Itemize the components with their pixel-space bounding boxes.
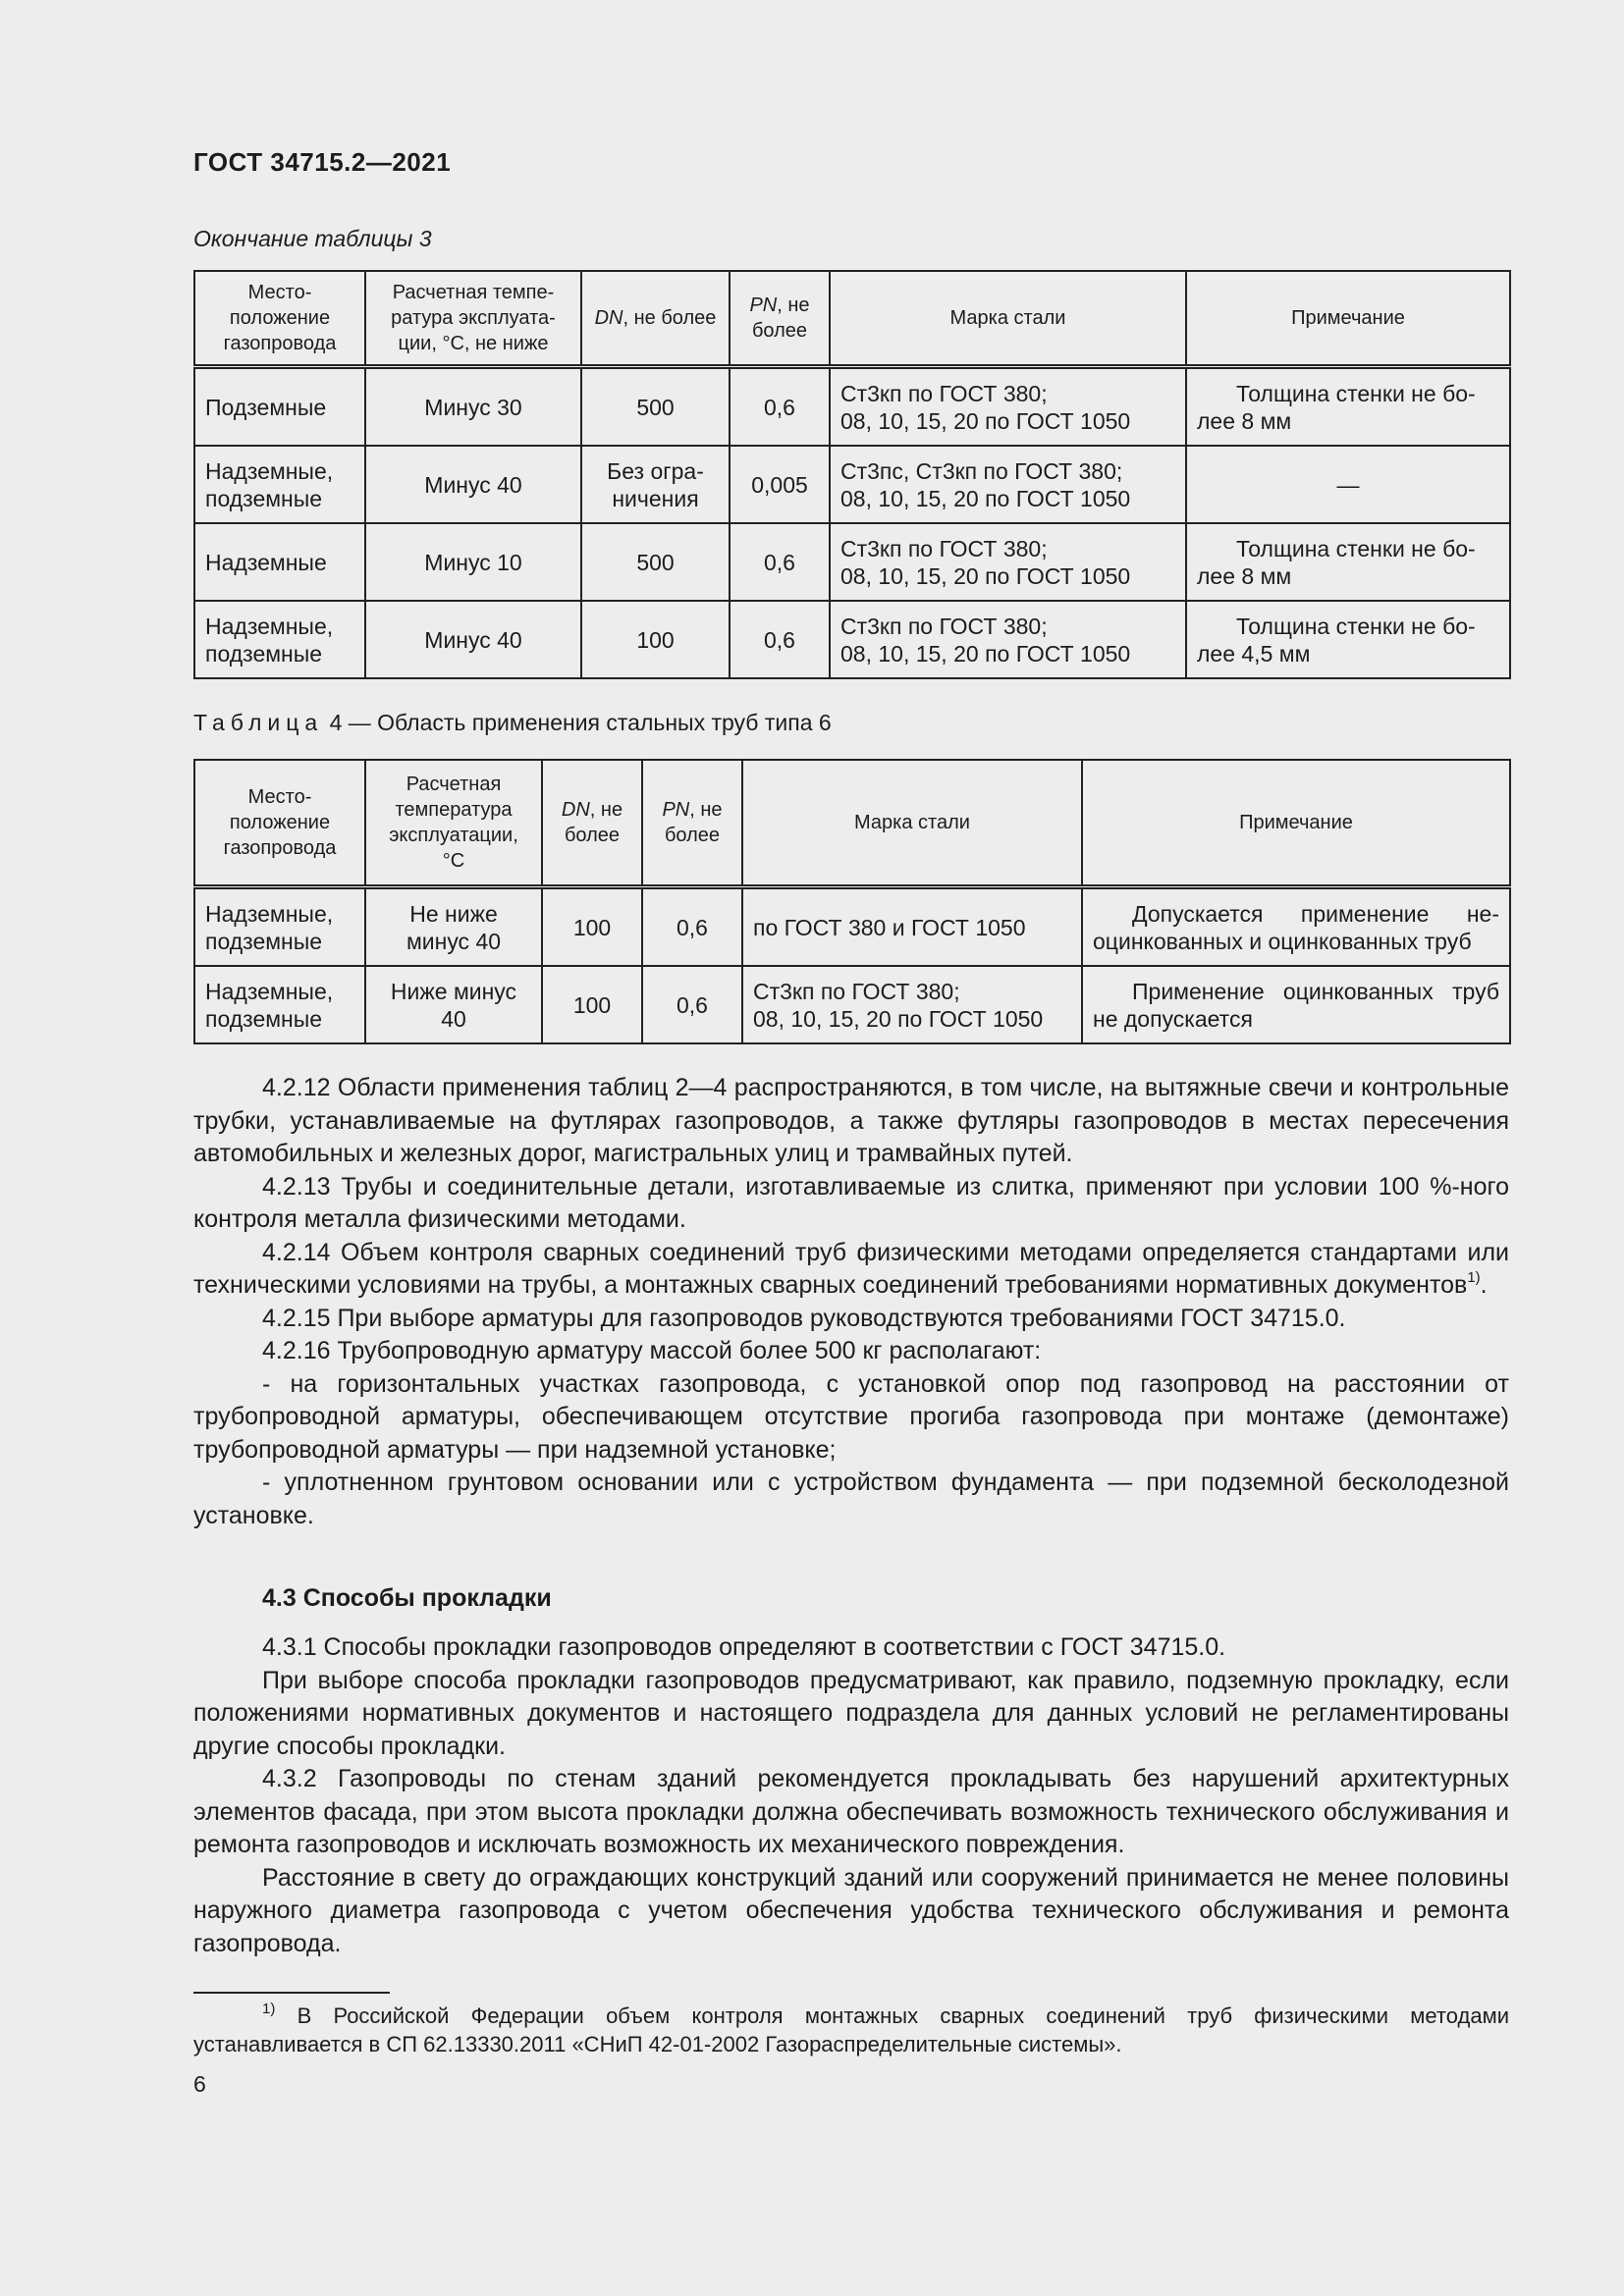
table-row [194, 367, 1510, 447]
footnote [193, 2002, 1509, 2058]
cell-note [1082, 966, 1510, 1043]
section-heading-4-3: 4.3 Способы прокладки [262, 1584, 552, 1612]
footnote-marker: 1) [262, 2000, 276, 2017]
cell-dn: 500 [581, 367, 730, 447]
cell-steel [830, 367, 1186, 447]
cell-dn: 100 [542, 966, 642, 1043]
paragraph-4-3-2b: Расстояние в свету до ограждающих конструкций зданий или сооружений принимается не менее половины наружного диаметра газопровода с учетом обеспечения удобства технического обслуживания и ремонта газопровода. [193, 1863, 1509, 1957]
table4-title-rest: 4 — Область применения стальных труб типа 6 [323, 710, 832, 735]
cell-dn: 100 [542, 887, 642, 967]
table3-col-note: Примечание [1186, 271, 1510, 367]
paragraph-4-2-14-text: 4.2.14 Объем контроля сварных соединений труб физическими методами определяется стандартами или техническими условиями на трубы, а монтажных сварных соединений требованиями нормативных документов [193, 1238, 1509, 1299]
table4-title [193, 710, 832, 736]
table-row [194, 966, 1510, 1043]
paragraph-4-3-1: 4.3.1 Способы прокладки газопроводов определяют в соответствии с ГОСТ 34715.0. [262, 1633, 1226, 1661]
cell-steel-line1: Ст3кп по ГОСТ 380; [840, 380, 1048, 406]
table-row [194, 446, 1510, 523]
table-4 [193, 759, 1511, 1044]
cell-note [1082, 887, 1510, 967]
table-3 [193, 270, 1511, 679]
table-row [194, 523, 1510, 601]
cell-steel-line1: Ст3кп по ГОСТ 380; [753, 978, 960, 1004]
cell-steel-line1: Ст3пс, Ст3кп по ГОСТ 380; [840, 457, 1123, 484]
table4-col-dn-prefix: DN [561, 799, 590, 821]
cell-pn: 0,6 [730, 601, 830, 678]
table3-col-temp: Расчетная темпе-ратура эксплуата-ции, °С, не ниже [365, 271, 581, 367]
footnote-paragraph [193, 2002, 1509, 2058]
cell-dn: 500 [581, 523, 730, 601]
table3-col-dn-prefix: DN [594, 307, 623, 329]
cell-location: Надземные, подземные [194, 601, 365, 678]
cell-location: Надземные, подземные [194, 966, 365, 1043]
table4-col-location: Место-положение газопровода [194, 760, 365, 887]
body-text-section-4-2 [193, 1072, 1509, 1532]
cell-steel-line1: Ст3кп по ГОСТ 380; [840, 613, 1048, 639]
table3-header-row [194, 271, 1510, 367]
footnote-text: В Российской Федерации объем контроля монтажных сварных соединений труб физическими методами устанавливается в СП 62.13330.2011 «СНиП 42-01-2002 Газораспределительные системы». [193, 2003, 1509, 2056]
cell-steel [830, 523, 1186, 601]
table4-header-row [194, 760, 1510, 887]
list-item-1: - на горизонтальных участках газопровода, с установкой опор под газопровод на расстоянии от трубопроводной арматуры, обеспечивающем отсутствие прогиба газопровода при монтаже (демонтаже) трубопроводной арматуры — при надземной установке; [193, 1369, 1509, 1464]
cell-pn: 0,6 [642, 966, 742, 1043]
table4-col-pn-text: , не более [664, 799, 723, 846]
paragraph-4-2-14 [193, 1237, 1509, 1303]
cell-location: Надземные, подземные [194, 887, 365, 967]
table3-col-dn [581, 271, 730, 367]
cell-steel-line2: 08, 10, 15, 20 по ГОСТ 1050 [753, 1005, 1044, 1032]
cell-note [1186, 523, 1510, 601]
cell-note [1186, 601, 1510, 678]
table4-col-steel: Марка стали [742, 760, 1082, 887]
table3-col-location: Место-положение газопровода [194, 271, 365, 367]
cell-steel-line1: Ст3кп по ГОСТ 380; [840, 535, 1048, 561]
table3-col-dn-text: , не более [623, 307, 717, 329]
paragraph-4-2-16: 4.2.16 Трубопроводную арматуру массой более 500 кг располагают: [262, 1337, 1042, 1364]
cell-pn: 0,6 [642, 887, 742, 967]
cell-pn: 0,6 [730, 523, 830, 601]
cell-note-text: Толщина стенки не бо-лее 4,5 мм [1197, 613, 1476, 667]
cell-pn: 0,005 [730, 446, 830, 523]
table3-col-pn-prefix: PN [749, 294, 778, 316]
cell-note-text: Допускается применение не-оцинкованных и оцинкованных труб [1093, 900, 1499, 954]
cell-steel-line2: 08, 10, 15, 20 по ГОСТ 1050 [840, 485, 1131, 511]
paragraph-4-2-15: 4.2.15 При выборе арматуры для газопроводов руководствуются требованиями ГОСТ 34715.0. [262, 1304, 1346, 1332]
cell-location: Подземные [194, 367, 365, 447]
table4-col-pn [642, 760, 742, 887]
table3-col-pn [730, 271, 830, 367]
cell-note-text: Толщина стенки не бо-лее 8 мм [1197, 380, 1476, 434]
cell-temp: Минус 30 [365, 367, 581, 447]
table4-col-dn-text: , не более [564, 799, 623, 846]
paragraph-4-2-12: 4.2.12 Области применения таблиц 2—4 распространяются, в том числе, на вытяжные свечи и контрольные трубки, устанавливаемые на футлярах газопроводов, а также футляры газопроводов в местах пересечения автомобильных и железных дорог, магистральных улиц и трамвайных путей. [193, 1074, 1509, 1167]
cell-steel [830, 446, 1186, 523]
table4-col-temp: Расчетная температура эксплуатации, °С [365, 760, 542, 887]
table4-title-label: Таблица [193, 710, 324, 735]
cell-temp: Минус 10 [365, 523, 581, 601]
cell-pn: 0,6 [730, 367, 830, 447]
paragraph-4-3-2: 4.3.2 Газопроводы по стенам зданий рекомендуется прокладывать без нарушений архитектурных элементов фасада, при этом высота прокладки должна обеспечивать возможность технического обслуживания и ремонта газопроводов и исключать возможность их механического повреждения. [193, 1765, 1509, 1858]
cell-dn: Без огра-ничения [581, 446, 730, 523]
table-row [194, 601, 1510, 678]
cell-temp: Минус 40 [365, 601, 581, 678]
cell-temp: Ниже минус 40 [365, 966, 542, 1043]
paragraph-4-3-1b: При выборе способа прокладки газопроводов предусматривают, как правило, подземную прокладку, если положениями нормативных документов и настоящего подраздела для данных условий не регламентированы другие способы прокладки. [193, 1666, 1509, 1760]
cell-steel-line2: 08, 10, 15, 20 по ГОСТ 1050 [840, 407, 1131, 434]
document-header: ГОСТ 34715.2—2021 [193, 147, 452, 177]
footnote-divider [193, 1992, 390, 1994]
cell-dn: 100 [581, 601, 730, 678]
table4-col-pn-prefix: PN [662, 799, 690, 821]
list-item-2: - уплотненном грунтовом основании или с устройством фундамента — при подземной бесколодезной установке. [193, 1468, 1509, 1529]
paragraph-4-2-14-end: . [1480, 1271, 1488, 1299]
cell-steel-line1: по ГОСТ 380 и ГОСТ 1050 [753, 914, 1026, 940]
table-row [194, 887, 1510, 967]
cell-steel [742, 966, 1082, 1043]
paragraph-4-2-13: 4.2.13 Трубы и соединительные детали, изготавливаемые из слитка, применяют при условии 100 %-ного контроля металла физическими методами. [193, 1172, 1509, 1233]
body-text-section-4-3 [193, 1631, 1509, 1960]
cell-note [1186, 367, 1510, 447]
footnote-ref: 1) [1467, 1268, 1481, 1286]
table3-col-steel: Марка стали [830, 271, 1186, 367]
cell-temp: Минус 40 [365, 446, 581, 523]
cell-steel [830, 601, 1186, 678]
table3-caption: Окончание таблицы 3 [193, 226, 432, 251]
table4-col-dn [542, 760, 642, 887]
cell-note-text: Применение оцинкованных труб не допускается [1093, 978, 1499, 1032]
cell-note-text: Толщина стенки не бо-лее 8 мм [1197, 535, 1476, 589]
cell-steel-line2: 08, 10, 15, 20 по ГОСТ 1050 [840, 562, 1131, 589]
cell-steel-line2: 08, 10, 15, 20 по ГОСТ 1050 [840, 640, 1131, 667]
cell-note: — [1186, 446, 1510, 523]
cell-steel [742, 887, 1082, 967]
page-number: 6 [193, 2071, 206, 2097]
table3-col-pn-text: , не более [751, 294, 810, 342]
cell-temp: Не ниже минус 40 [365, 887, 542, 967]
cell-location: Надземные, подземные [194, 446, 365, 523]
table4-col-note: Примечание [1082, 760, 1510, 887]
cell-location: Надземные [194, 523, 365, 601]
